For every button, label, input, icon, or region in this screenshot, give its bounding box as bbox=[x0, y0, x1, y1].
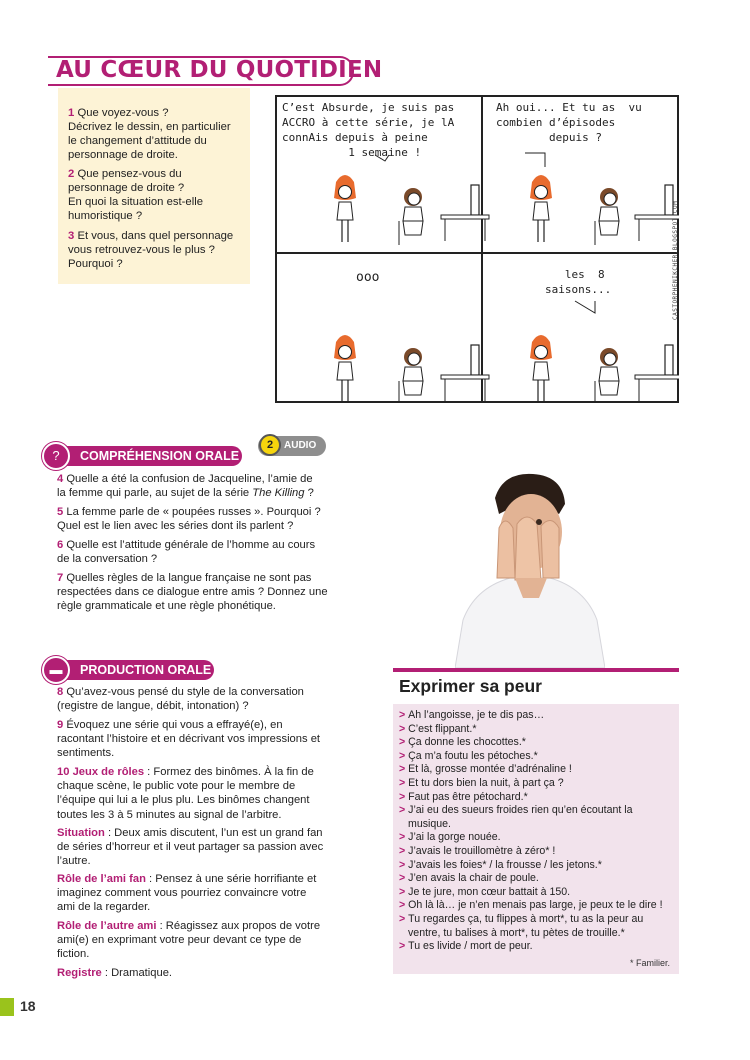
bullet-arrow-icon: > bbox=[399, 804, 409, 817]
expression-item: > Ça donne les chocottes.* bbox=[399, 736, 526, 749]
expression-item: > Oh là là… je n’en menais pas large, je peux te le dire ! bbox=[399, 899, 663, 912]
expression-item: > J’ai la gorge nouée. bbox=[399, 831, 501, 844]
expression-item: > Tu es livide / mort de peur. bbox=[399, 940, 533, 953]
bullet-arrow-icon: > bbox=[399, 722, 409, 735]
bullet-arrow-icon: > bbox=[399, 899, 409, 912]
bullet-arrow-icon: > bbox=[399, 885, 409, 898]
audio-track-number: 2 bbox=[259, 434, 281, 456]
comic-panel-2-text: Ah oui... Et tu as vu combien d’épisodes depuis ? bbox=[496, 101, 642, 144]
ear-icon: ? bbox=[42, 442, 70, 470]
expression-item: > C’est flippant.* bbox=[399, 722, 477, 735]
question-4: 4 Quelle a été la confusion de Jacqueline, l’amie de la femme qui parle, au sujet de la série The Killing ? bbox=[57, 473, 314, 500]
comprehension-header: COMPRÉHENSION ORALE bbox=[50, 446, 242, 466]
expression-item: > Et là, grosse montée d’adrénaline ! bbox=[399, 763, 572, 776]
question-2: 2 Que pensez-vous du personnage de droite ? En quoi la situation est-elle humoristique ? bbox=[68, 168, 204, 222]
comic-panel-4-text: les 8 saisons... bbox=[545, 268, 612, 296]
comic-drawings bbox=[275, 95, 679, 403]
expression-item: > Tu regardes ça, tu flippes à mort*, tu as la peur au ventre, tu balises à mort*, tu pètes de trouille.* bbox=[399, 912, 644, 939]
comic-credit: CASTORPHENIKCHER.BLOGSPOT.COM bbox=[672, 200, 679, 320]
bullet-arrow-icon: > bbox=[399, 749, 409, 762]
speech-bubble-icon: ▬ bbox=[42, 656, 70, 684]
page-number-marker bbox=[0, 998, 14, 1016]
expression-box-title: Exprimer sa peur bbox=[399, 676, 542, 696]
bullet-arrow-icon: > bbox=[399, 709, 409, 721]
page-number: 18 bbox=[20, 998, 36, 1014]
question-9: 9 Évoquez une série qui vous a effrayé(e), en racontant l’histoire et en décrivant vos impressions et sentiments. bbox=[57, 719, 321, 760]
question-1: 1 Que voyez-vous ? Décrivez le dessin, en particulier le changement d’attitude du personnage de droite. bbox=[68, 107, 231, 161]
bullet-arrow-icon: > bbox=[399, 736, 409, 749]
bullet-arrow-icon: > bbox=[399, 831, 409, 844]
expression-item: > J’avais les foies* / la frousse / les jetons.* bbox=[399, 858, 602, 871]
page-title: AU CŒUR DU QUOTIDIEN bbox=[56, 57, 383, 83]
question-7: 7 Quelles règles de la langue française ne sont pas respectées dans ce dialogue entre amis ? Donnez une règle grammaticale et une règle phonétique. bbox=[57, 572, 328, 613]
question-3: 3 Et vous, dans quel personnage vous retrouvez-vous le plus ? Pourquoi ? bbox=[68, 230, 234, 270]
bullet-arrow-icon: > bbox=[399, 763, 409, 776]
bullet-arrow-icon: > bbox=[399, 790, 409, 803]
bullet-arrow-icon: > bbox=[399, 912, 409, 925]
role-ami-fan-text: Rôle de l’ami fan : Pensez à une série horrifiante et imaginez comment vous pourriez convaincre votre ami de la regarder. bbox=[57, 873, 317, 914]
expression-item: > Ça m’a foutu les pétoches.* bbox=[399, 749, 538, 762]
expression-item: > J’ai eu des sueurs froides rien qu’en écoutant la musique. bbox=[399, 804, 633, 830]
expression-item: > Je te jure, mon cœur battait à 150. bbox=[399, 885, 571, 898]
expression-list bbox=[399, 709, 675, 954]
bullet-arrow-icon: > bbox=[399, 858, 409, 871]
expression-item: > J’en avais la chair de poule. bbox=[399, 872, 539, 885]
production-header: PRODUCTION ORALE bbox=[50, 660, 214, 680]
man-hiding-face-photo bbox=[455, 470, 605, 668]
bullet-arrow-icon: > bbox=[399, 872, 409, 885]
expression-item: > Faut pas être pétochard.* bbox=[399, 790, 528, 803]
question-6: 6 Quelle est l’attitude générale de l’homme au cours de la conversation ? bbox=[57, 539, 316, 566]
comic-panel-3-text: ooo bbox=[356, 270, 380, 285]
role-autre-ami-text: Rôle de l’autre ami : Réagissez aux propos de votre ami(e) en exprimant votre peur devant ce type de fiction. bbox=[57, 920, 321, 961]
bullet-arrow-icon: > bbox=[399, 940, 409, 953]
expression-item: > Et tu dors bien la nuit, à part ça ? bbox=[399, 776, 564, 789]
bullet-arrow-icon: > bbox=[399, 844, 409, 857]
question-5: 5 La femme parle de « poupées russes ». Pourquoi ? Quel est le lien avec les séries dont ils parlent ? bbox=[57, 506, 321, 533]
question-8: 8 Qu’avez-vous pensé du style de la conversation (registre de langue, débit, intonation) ? bbox=[57, 686, 304, 713]
bullet-arrow-icon: > bbox=[399, 776, 409, 789]
footnote: * Familier. bbox=[630, 958, 671, 968]
comic-panel-1-text: C’est Absurde, je suis pas ACCRO à cette série, je lA connAis depuis à peine 1 semaine ! bbox=[282, 101, 455, 159]
expression-item: > Ah l’angoisse, je te dis pas… bbox=[399, 709, 545, 721]
situation-text: Situation : Deux amis discutent, l’un est un grand fan de séries d’horreur et il veut partager sa passion avec l’autre. bbox=[57, 827, 324, 868]
audio-badge[interactable]: AUDIO bbox=[258, 436, 326, 456]
question-10: 10 Jeux de rôles : Formez des binômes. À la fin de chaque scène, le public vote pour le membre de l’équipe qui lui a le plus plu. Les binômes changent toutes les 3 à 5 minutes au signal de l’arbitre. bbox=[57, 766, 314, 821]
registre-text: Registre : Dramatique. bbox=[57, 967, 173, 979]
expression-item: > J’avais le trouillomètre à zéro* ! bbox=[399, 844, 556, 857]
